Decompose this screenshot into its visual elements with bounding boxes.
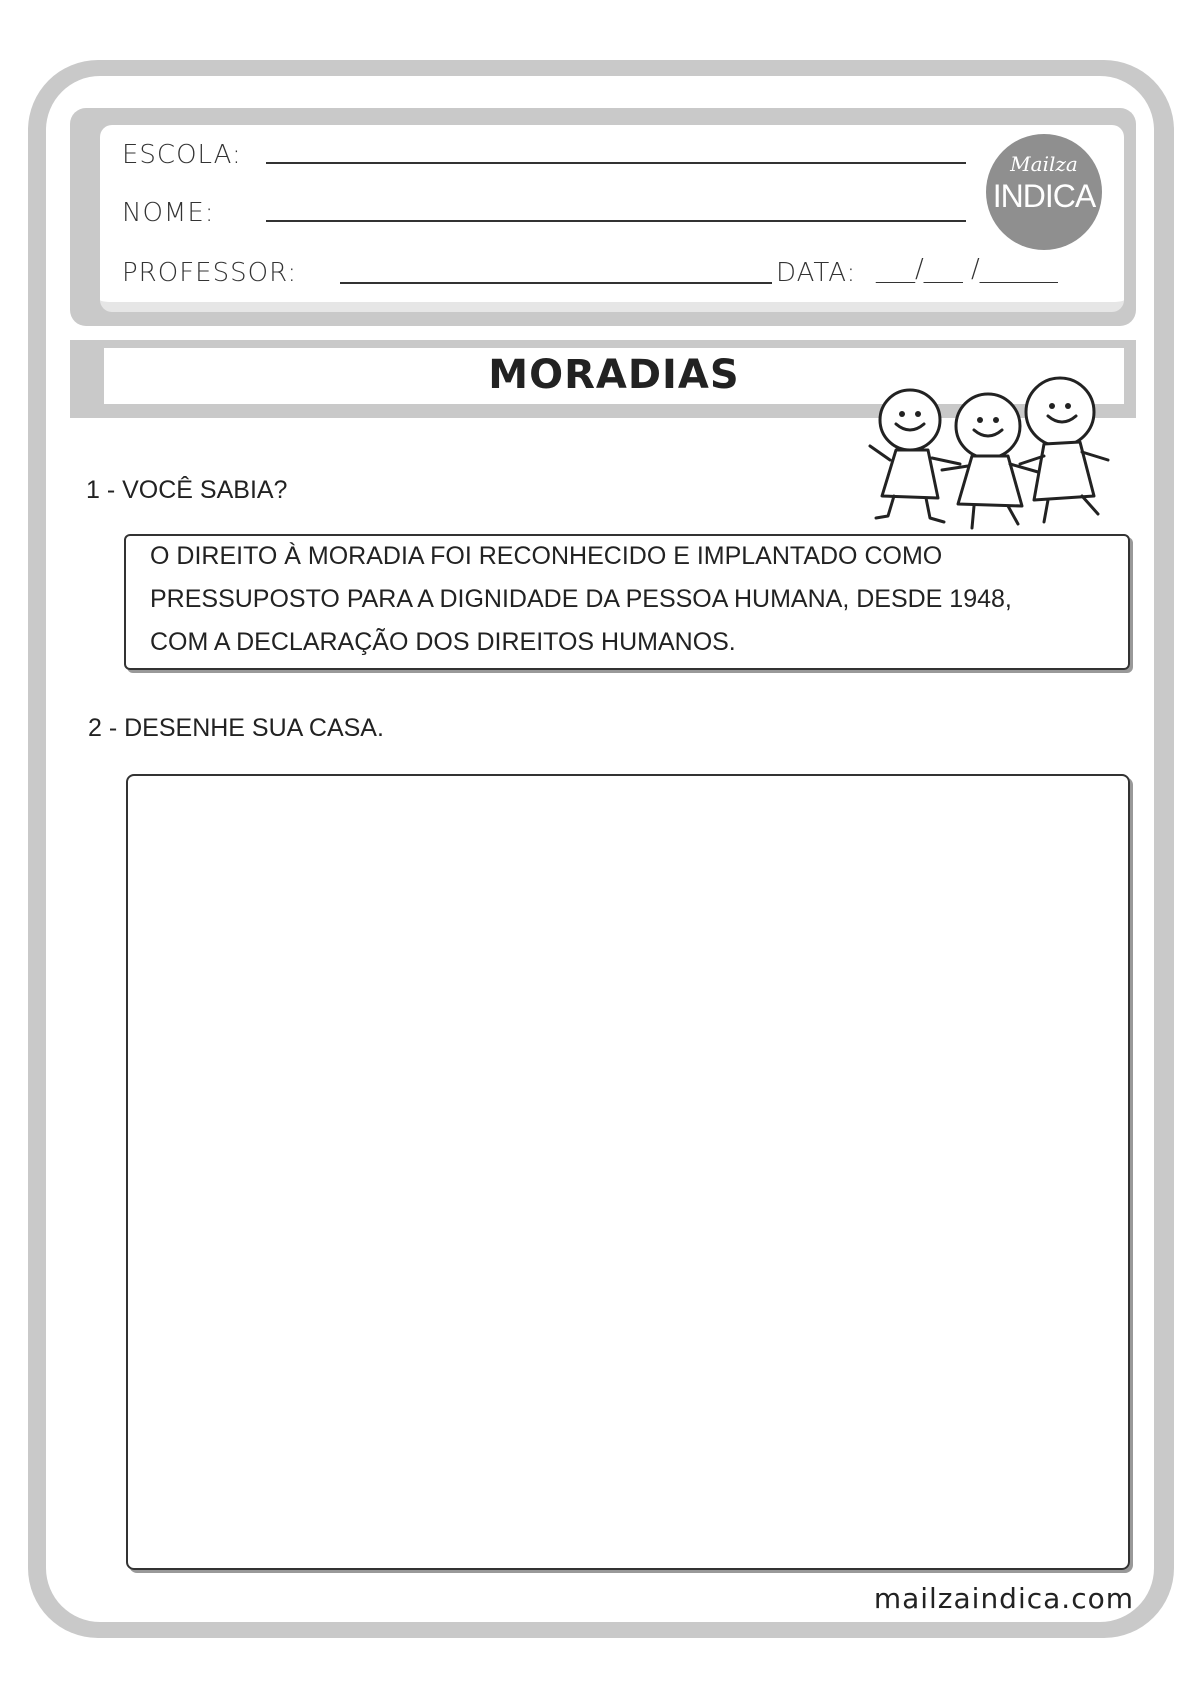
- children-illustration: [868, 376, 1118, 536]
- logo-line1: Mailza: [1010, 152, 1078, 176]
- nome-label: NOME:: [122, 198, 215, 228]
- data-field[interactable]: ___/___ /______: [876, 254, 1058, 284]
- info-line-2: PRESSUPOSTO PARA A DIGNIDADE DA PESSOA HUMANA, DESDE 1948,: [150, 585, 1012, 613]
- drawing-area[interactable]: [126, 774, 1130, 1570]
- nome-field[interactable]: [266, 220, 966, 222]
- mailza-indica-logo: [986, 134, 1102, 250]
- info-line-1: O DIREITO À MORADIA FOI RECONHECIDO E IMPLANTADO COMO: [150, 542, 943, 570]
- professor-field[interactable]: [340, 282, 772, 284]
- question-2-label: 2 - DESENHE SUA CASA.: [88, 714, 384, 742]
- footer-website: mailzaindica.com: [873, 1582, 1134, 1615]
- question-1-label: 1 - VOCÊ SABIA?: [86, 476, 288, 504]
- data-label: DATA:: [776, 258, 857, 288]
- escola-field[interactable]: [266, 162, 966, 164]
- page-title: MORADIAS: [488, 352, 740, 398]
- escola-label: ESCOLA:: [122, 140, 242, 170]
- info-line-3: COM A DECLARAÇÃO DOS DIREITOS HUMANOS.: [150, 628, 736, 656]
- logo-line2: INDICA: [992, 178, 1096, 214]
- professor-label: PROFESSOR:: [122, 258, 298, 288]
